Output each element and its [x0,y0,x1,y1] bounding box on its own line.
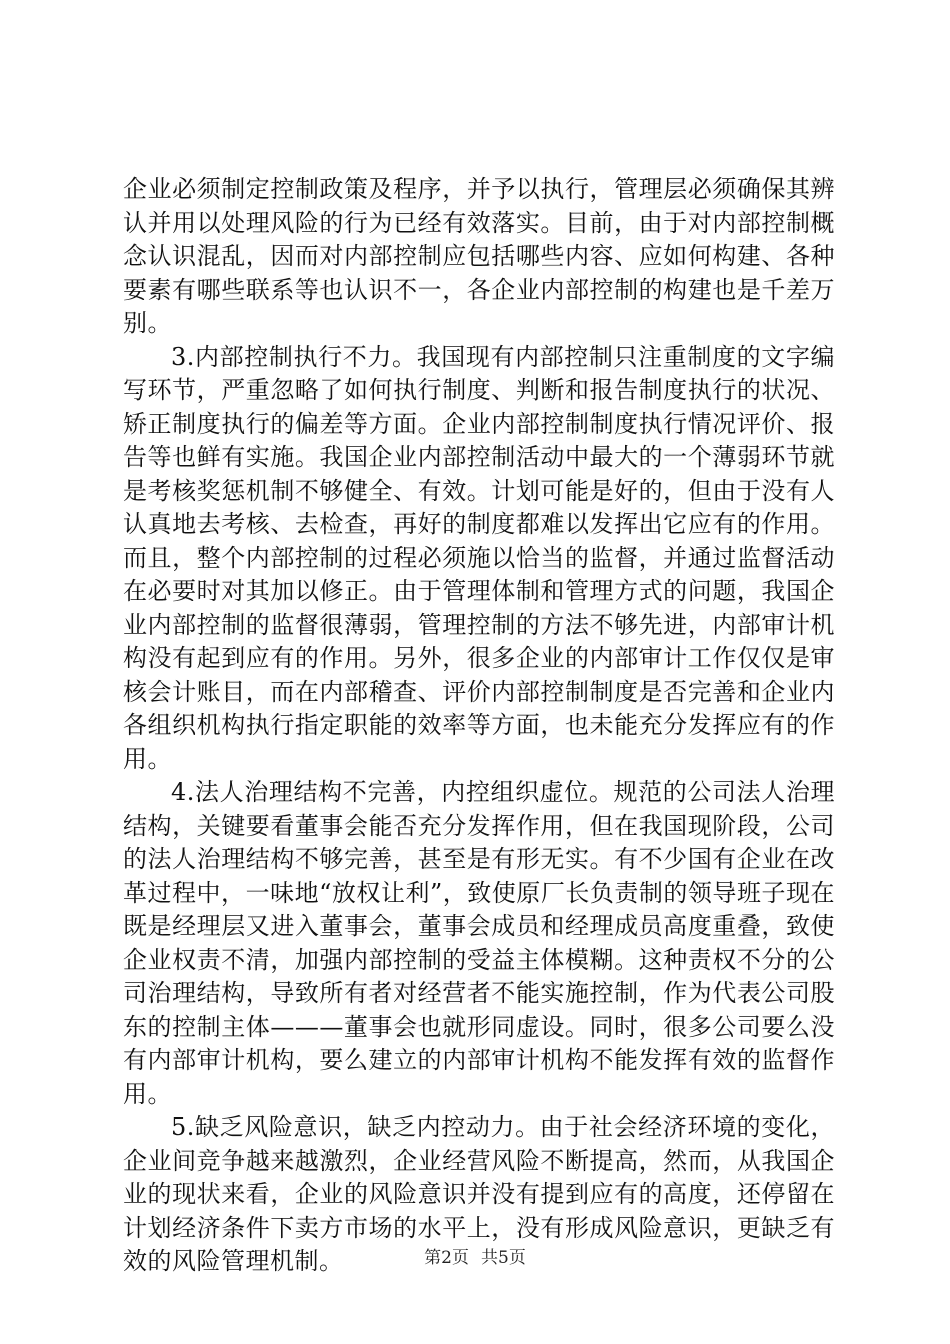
page-number-current: 第2页 [424,1248,469,1268]
paragraph-item-5: 5.缺乏风险意识，缺乏内控动力。由于社会经济环境的变化，企业间竞争越来越激烈，企业经营风险不断提高，然而，从我国企业的现状来看，企业的风险意识并没有提到应有的高度，还停留在计划经济条件下卖方市场的水平上，没有形成风险意识，更缺乏有效的风险管理机制。 [123,1113,835,1275]
paragraph-continuation: 企业必须制定控制政策及程序，并予以执行，管理层必须确保其辨认并用以处理风险的行为已经有效落实。目前，由于对内部控制概念认识混乱，因而对内部控制应包括哪些内容、应如何构建、各种要素有哪些联系等也认识不一，各企业内部控制的构建也是千差万别。 [123,175,835,337]
document-body [123,173,835,1279]
page-number-total: 共5页 [481,1248,526,1268]
page-footer [0,1247,950,1269]
paragraph-item-4: 4.法人治理结构不完善，内控组织虚位。规范的公司法人治理结构，关键要看董事会能否充分发挥作用，但在我国现阶段，公司的法人治理结构不够完善，甚至是有形无实。有不少国有企业在改革过程中，一味地“放权让利”，致使原厂长负责制的领导班子现在既是经理层又进入董事会，董事会成员和经理成员高度重叠，致使企业权责不清，加强内部控制的受益主体模糊。这种责权不分的公司治理结构，导致所有者对经营者不能实施控制，作为代表公司股东的控制主体———董事会也就形同虚设。同时，很多公司要么没有内部审计机构，要么建立的内部审计机构不能发挥有效的监督作用。 [123,778,835,1108]
paragraph-item-3: 3.内部控制执行不力。我国现有内部控制只注重制度的文字编写环节，严重忽略了如何执行制度、判断和报告制度执行的状况、矫正制度执行的偏差等方面。企业内部控制制度执行情况评价、报告等也鲜有实施。我国企业内部控制活动中最大的一个薄弱环节就是考核奖惩机制不够健全、有效。计划可能是好的，但由于没有人认真地去考核、去检查，再好的制度都难以发挥出它应有的作用。而且，整个内部控制的过程必须施以恰当的监督，并通过监督活动在必要时对其加以修正。由于管理体制和管理方式的问题，我国企业内部控制的监督很薄弱，管理控制的方法不够先进，内部审计机构没有起到应有的作用。另外，很多企业的内部审计工作仅仅是审核会计账目，而在内部稽查、评价内部控制制度是否完善和企业内各组织机构执行指定职能的效率等方面，也未能充分发挥应有的作用。 [123,342,835,773]
